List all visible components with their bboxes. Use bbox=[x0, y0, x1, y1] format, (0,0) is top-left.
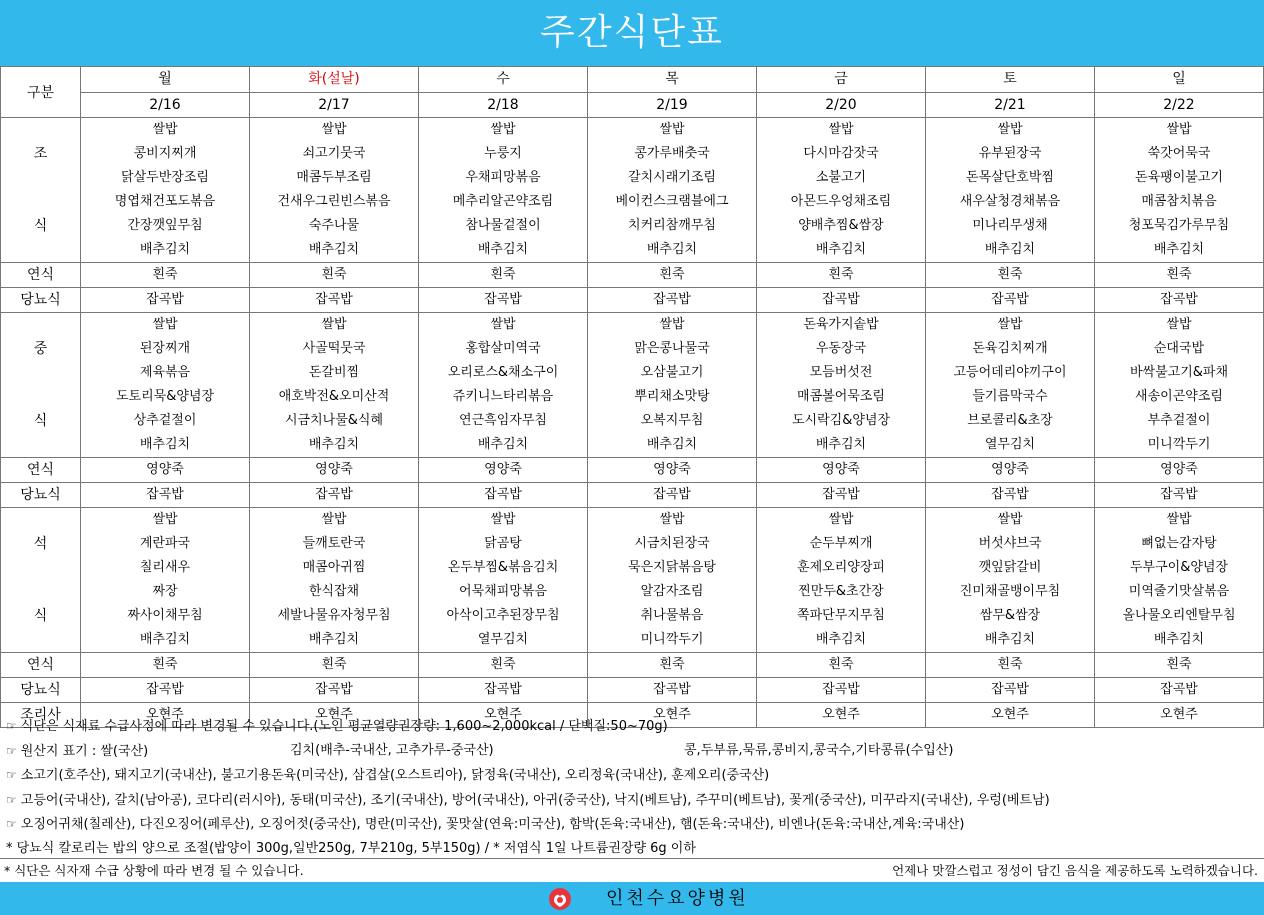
meal-label-top: 조 bbox=[33, 146, 48, 162]
menu-item: 제육볶음 bbox=[139, 365, 191, 380]
menu-item: 미니깍두기 bbox=[640, 632, 704, 647]
meal-label-top: 중 bbox=[33, 341, 48, 357]
soft-diet-cell: 흰죽 bbox=[250, 653, 419, 678]
diabetic-diet-cell: 잡곡밥 bbox=[250, 678, 419, 703]
menu-item: 미역줄기맛살볶음 bbox=[1128, 584, 1230, 599]
diabetic-diet-cell: 잡곡밥 bbox=[588, 288, 757, 313]
cook-cell: 오현주 bbox=[250, 703, 419, 728]
menu-item: 짜장 bbox=[152, 584, 178, 599]
soft-diet-cell: 영양죽 bbox=[588, 458, 757, 483]
menu-item: 쌀밥 bbox=[490, 317, 516, 332]
lunch-soft-row bbox=[1, 458, 1264, 483]
menu-cell bbox=[926, 313, 1095, 458]
page-title: 주간식단표 bbox=[0, 0, 1264, 66]
menu-item: 짜사이채무침 bbox=[127, 608, 203, 623]
menu-item: 쌀밥 bbox=[321, 122, 347, 137]
menu-item: 간장깻잎무침 bbox=[127, 218, 203, 233]
menu-item: 묵은지닭볶음탕 bbox=[628, 560, 716, 575]
note-change: ☞ 식단은 식재료 수급사정에 따라 변경될 수 있습니다.(노인 평균열량권장량: 1,600~2,000kcal / 단백질:50~70g) bbox=[0, 714, 1264, 739]
cook-cell: 오현주 bbox=[81, 703, 250, 728]
menu-item: 치커리참깨무침 bbox=[628, 218, 716, 233]
menu-item: 배추김치 bbox=[139, 632, 191, 647]
breakfast-soft-row bbox=[1, 263, 1264, 288]
diabetic-diet-cell: 잡곡밥 bbox=[1095, 483, 1264, 508]
menu-item: 새송이곤약조림 bbox=[1135, 389, 1223, 404]
soft-diet-label: 연식 bbox=[1, 458, 81, 483]
menu-item: 쌀밥 bbox=[659, 512, 685, 527]
meal-label-bottom: 식 bbox=[33, 218, 48, 234]
soft-diet-cell: 영양죽 bbox=[926, 458, 1095, 483]
meal-label-top: 석 bbox=[33, 536, 48, 552]
header-day-row bbox=[1, 67, 1264, 93]
menu-item: 쌀밥 bbox=[152, 317, 178, 332]
menu-item: 콩가루배춧국 bbox=[634, 146, 710, 161]
menu-item: 계란파국 bbox=[139, 536, 191, 551]
soft-diet-cell: 흰죽 bbox=[1095, 263, 1264, 288]
menu-cell bbox=[757, 118, 926, 263]
menu-item: 두부구이&양념장 bbox=[1129, 560, 1229, 575]
date-header: 2/21 bbox=[926, 93, 1095, 118]
menu-item: 명엽채건포도볶음 bbox=[114, 194, 216, 209]
diabetic-diet-label: 당뇨식 bbox=[1, 678, 81, 703]
menu-item: 쌀밥 bbox=[828, 122, 854, 137]
menu-item: 애호박전&오미산적 bbox=[278, 389, 390, 404]
menu-item: 매콤참치볶음 bbox=[1141, 194, 1217, 209]
menu-item: 시금치나물&식혜 bbox=[284, 413, 384, 428]
menu-item: 맑은콩나물국 bbox=[634, 341, 710, 356]
menu-cell bbox=[1095, 508, 1264, 653]
menu-item: 순대국밥 bbox=[1153, 341, 1205, 356]
menu-item: 아몬드우엉채조림 bbox=[790, 194, 892, 209]
menu-item: 버섯샤브국 bbox=[978, 536, 1042, 551]
diabetic-diet-cell: 잡곡밥 bbox=[419, 288, 588, 313]
menu-item: 열무김치 bbox=[984, 437, 1036, 452]
header-date-row bbox=[1, 93, 1264, 118]
menu-item: 쌈무&쌈장 bbox=[979, 608, 1041, 623]
breakfast-diabetic-row bbox=[1, 288, 1264, 313]
diabetic-diet-cell: 잡곡밥 bbox=[588, 678, 757, 703]
menu-cell bbox=[81, 508, 250, 653]
day-header: 월 bbox=[81, 67, 250, 93]
menu-item: 쇠고기뭇국 bbox=[302, 146, 366, 161]
breakfast-label bbox=[1, 118, 81, 263]
menu-item: 브로콜리&초장 bbox=[967, 413, 1053, 428]
soft-diet-cell: 흰죽 bbox=[250, 263, 419, 288]
lunch-label bbox=[1, 313, 81, 458]
menu-item: 뿌리채소맛탕 bbox=[634, 389, 710, 404]
menu-item: 배추김치 bbox=[477, 437, 529, 452]
menu-item: 우채피망볶음 bbox=[465, 170, 541, 185]
menu-item: 배추김치 bbox=[477, 242, 529, 257]
pointing-hand-icon: ☞ bbox=[6, 817, 17, 831]
day-header: 일 bbox=[1095, 67, 1264, 93]
day-header: 목 bbox=[588, 67, 757, 93]
menu-cell bbox=[926, 508, 1095, 653]
menu-item: 갈치시래기조림 bbox=[628, 170, 716, 185]
menu-cell bbox=[1095, 118, 1264, 263]
diabetic-diet-cell: 잡곡밥 bbox=[926, 678, 1095, 703]
menu-item: 깻잎닭갈비 bbox=[978, 560, 1042, 575]
diabetic-diet-cell: 잡곡밥 bbox=[926, 483, 1095, 508]
lunch-row bbox=[1, 313, 1264, 458]
soft-diet-cell: 흰죽 bbox=[588, 263, 757, 288]
dinner-label bbox=[1, 508, 81, 653]
menu-item: 누룽지 bbox=[484, 146, 522, 161]
menu-item: 청포묵김가루무침 bbox=[1128, 218, 1230, 233]
menu-item: 배추김치 bbox=[984, 242, 1036, 257]
pointing-hand-icon: ☞ bbox=[6, 768, 17, 782]
dinner-soft-row bbox=[1, 653, 1264, 678]
day-header: 금 bbox=[757, 67, 926, 93]
diabetic-diet-cell: 잡곡밥 bbox=[250, 483, 419, 508]
menu-item: 소불고기 bbox=[815, 170, 867, 185]
menu-item: 배추김치 bbox=[984, 632, 1036, 647]
menu-item: 쌀밥 bbox=[828, 512, 854, 527]
menu-cell bbox=[757, 313, 926, 458]
menu-item: 도토리묵&양념장 bbox=[115, 389, 215, 404]
soft-diet-cell: 흰죽 bbox=[757, 263, 926, 288]
menu-item: 배추김치 bbox=[646, 242, 698, 257]
menu-item: 다시마감잣국 bbox=[803, 146, 879, 161]
menu-item: 사골떡뭇국 bbox=[302, 341, 366, 356]
day-header: 수 bbox=[419, 67, 588, 93]
menu-item: 배추김치 bbox=[308, 437, 360, 452]
cook-cell: 오현주 bbox=[588, 703, 757, 728]
menu-item: 아삭이고추된장무침 bbox=[446, 608, 560, 623]
menu-item: 오삼불고기 bbox=[640, 365, 704, 380]
soft-diet-cell: 흰죽 bbox=[588, 653, 757, 678]
menu-item: 연근흑임자무침 bbox=[459, 413, 547, 428]
menu-cell bbox=[419, 118, 588, 263]
menu-item: 쌀밥 bbox=[1166, 512, 1192, 527]
menu-item: 어묵채피망볶음 bbox=[459, 584, 547, 599]
soft-diet-cell: 흰죽 bbox=[1095, 653, 1264, 678]
menu-item: 상추겉절이 bbox=[133, 413, 197, 428]
menu-item: 쪽파단무지무침 bbox=[797, 608, 885, 623]
menu-item: 오리로스&채소구이 bbox=[447, 365, 559, 380]
menu-item: 미나리무생채 bbox=[972, 218, 1048, 233]
soft-diet-cell: 흰죽 bbox=[81, 653, 250, 678]
menu-cell bbox=[419, 508, 588, 653]
menu-cell bbox=[250, 118, 419, 263]
menu-item: 홍합살미역국 bbox=[465, 341, 541, 356]
menu-item: 쌀밥 bbox=[1166, 317, 1192, 332]
menu-item: 도시락김&양념장 bbox=[791, 413, 891, 428]
menu-item: 세발나물유자청무침 bbox=[277, 608, 391, 623]
menu-cell bbox=[757, 508, 926, 653]
footer-notice bbox=[0, 858, 1264, 884]
menu-item: 온두부찜&볶음김치 bbox=[447, 560, 559, 575]
pointing-hand-icon: ☞ bbox=[6, 719, 17, 733]
menu-item: 한식잡채 bbox=[308, 584, 360, 599]
menu-cell bbox=[250, 508, 419, 653]
hospital-name: 인천수요양병원 bbox=[606, 888, 749, 909]
diabetic-diet-cell: 잡곡밥 bbox=[1095, 678, 1264, 703]
menu-item: 취나물볶음 bbox=[640, 608, 704, 623]
menu-item: 쌀밥 bbox=[321, 512, 347, 527]
diabetic-diet-cell: 잡곡밥 bbox=[757, 483, 926, 508]
menu-cell bbox=[81, 118, 250, 263]
soft-diet-label: 연식 bbox=[1, 263, 81, 288]
hospital-bar bbox=[0, 882, 1264, 915]
soft-diet-cell: 흰죽 bbox=[926, 263, 1095, 288]
menu-item: 순두부찌개 bbox=[809, 536, 873, 551]
menu-item: 배추김치 bbox=[308, 632, 360, 647]
menu-item: 진미채골뱅이무침 bbox=[959, 584, 1061, 599]
menu-item: 건새우그린빈스볶음 bbox=[277, 194, 391, 209]
pointing-hand-icon: ☞ bbox=[6, 743, 17, 758]
menu-item: 쥬키니느타리볶음 bbox=[452, 389, 554, 404]
menu-item: 배추김치 bbox=[139, 437, 191, 452]
menu-item: 미니깍두기 bbox=[1147, 437, 1211, 452]
date-header: 2/20 bbox=[757, 93, 926, 118]
soft-diet-label: 연식 bbox=[1, 653, 81, 678]
diabetic-diet-cell: 잡곡밥 bbox=[250, 288, 419, 313]
diabetic-diet-cell: 잡곡밥 bbox=[1095, 288, 1264, 313]
menu-item: 쌀밥 bbox=[659, 122, 685, 137]
diabetic-diet-cell: 잡곡밥 bbox=[419, 483, 588, 508]
menu-item: 콩비지찌개 bbox=[133, 146, 197, 161]
dinner-diabetic-row bbox=[1, 678, 1264, 703]
menu-item: 들깨토란국 bbox=[302, 536, 366, 551]
cook-cell: 오현주 bbox=[926, 703, 1095, 728]
menu-item: 배추김치 bbox=[1153, 242, 1205, 257]
date-header: 2/22 bbox=[1095, 93, 1264, 118]
soft-diet-cell: 영양죽 bbox=[1095, 458, 1264, 483]
day-header: 화(설날) bbox=[250, 67, 419, 93]
menu-item: 참나물겉절이 bbox=[465, 218, 541, 233]
menu-item: 열무김치 bbox=[477, 632, 529, 647]
diabetic-diet-cell: 잡곡밥 bbox=[419, 678, 588, 703]
soft-diet-cell: 흰죽 bbox=[419, 653, 588, 678]
menu-item: 숙주나물 bbox=[308, 218, 360, 233]
note-fish-origin: ☞ 고등어(국내산), 갈치(남아공), 코다리(러시아), 동태(미국산), 조기(국내산), 방어(국내산), 아귀(중국산), 낙지(베트남), 주꾸미(베트남), 꽃게(중국산), 미꾸라지(국내산), 우렁(베트남) bbox=[0, 788, 1264, 813]
menu-item: 시금치된장국 bbox=[634, 536, 710, 551]
diabetic-diet-label: 당뇨식 bbox=[1, 288, 81, 313]
lunch-diabetic-row bbox=[1, 483, 1264, 508]
menu-item: 알감자조림 bbox=[640, 584, 704, 599]
soft-diet-cell: 흰죽 bbox=[757, 653, 926, 678]
menu-cell bbox=[419, 313, 588, 458]
menu-cell bbox=[588, 508, 757, 653]
soft-diet-cell: 영양죽 bbox=[250, 458, 419, 483]
menu-cell bbox=[588, 313, 757, 458]
menu-item: 쌀밥 bbox=[321, 317, 347, 332]
menu-item: 돈육팽이불고기 bbox=[1135, 170, 1223, 185]
menu-item: 쌀밥 bbox=[152, 122, 178, 137]
menu-item: 쌀밥 bbox=[152, 512, 178, 527]
menu-item: 돈육가지솥밥 bbox=[803, 317, 879, 332]
diabetic-diet-cell: 잡곡밥 bbox=[81, 678, 250, 703]
note-origin: ☞ 원산지 표기 : 쌀(국산) 김치(배추-국내산, 고추가루-중국산) 콩,두부류,묵류,콩비지,콩국수,기타콩류(수입산) bbox=[0, 739, 1264, 764]
menu-item: 돈육김치찌개 bbox=[972, 341, 1048, 356]
menu-item: 쑥갓어묵국 bbox=[1147, 146, 1211, 161]
menu-item: 양배추찜&쌈장 bbox=[798, 218, 884, 233]
menu-item: 배추김치 bbox=[815, 437, 867, 452]
meal-label-bottom: 식 bbox=[33, 413, 48, 429]
menu-item: 매콤두부조림 bbox=[296, 170, 372, 185]
menu-cell bbox=[250, 313, 419, 458]
date-header: 2/19 bbox=[588, 93, 757, 118]
diabetic-diet-cell: 잡곡밥 bbox=[81, 483, 250, 508]
cook-label: 조리사 bbox=[1, 703, 81, 728]
menu-item: 쌀밥 bbox=[490, 512, 516, 527]
menu-item: 메추리알곤약조림 bbox=[452, 194, 554, 209]
date-header: 2/17 bbox=[250, 93, 419, 118]
menu-item: 들기름막국수 bbox=[972, 389, 1048, 404]
menu-item: 새우살청경채볶음 bbox=[959, 194, 1061, 209]
menu-item: 훈제오리양장피 bbox=[797, 560, 885, 575]
day-header: 토 bbox=[926, 67, 1095, 93]
meal-label-bottom: 식 bbox=[33, 608, 48, 624]
menu-item: 오복지무침 bbox=[640, 413, 704, 428]
cook-cell: 오현주 bbox=[757, 703, 926, 728]
date-header: 2/16 bbox=[81, 93, 250, 118]
soft-diet-cell: 흰죽 bbox=[81, 263, 250, 288]
menu-item: 쌀밥 bbox=[997, 512, 1023, 527]
pointing-hand-icon: ☞ bbox=[6, 792, 17, 807]
hospital-logo-icon bbox=[548, 887, 572, 911]
menu-cell bbox=[81, 313, 250, 458]
menu-item: 쌀밥 bbox=[1166, 122, 1192, 137]
note-meat-origin: ☞ 소고기(호주산), 돼지고기(국내산), 불고기용돈육(미국산), 삼겹살(오스트리아), 닭정육(국내산), 오리정육(국내산), 훈제오리(중국산) bbox=[0, 763, 1264, 788]
soft-diet-cell: 흰죽 bbox=[926, 653, 1095, 678]
menu-item: 칠리새우 bbox=[139, 560, 191, 575]
note-calorie: * 당뇨식 칼로리는 밥의 양으로 조절(밥양이 300g,일반250g, 7부210g, 5부150g) / * 저염식 1일 나트륨권장량 6g 이하 bbox=[6, 840, 696, 856]
menu-item: 배추김치 bbox=[1153, 632, 1205, 647]
dinner-row bbox=[1, 508, 1264, 653]
menu-item: 모듬버섯전 bbox=[809, 365, 873, 380]
soft-diet-cell: 흰죽 bbox=[419, 263, 588, 288]
menu-item: 매콤볼어묵조림 bbox=[797, 389, 885, 404]
menu-item: 닭살두반장조림 bbox=[121, 170, 209, 185]
menu-item: 유부된장국 bbox=[978, 146, 1042, 161]
cook-cell: 오현주 bbox=[419, 703, 588, 728]
diabetic-diet-cell: 잡곡밥 bbox=[926, 288, 1095, 313]
menu-item: 된장찌개 bbox=[139, 341, 191, 356]
menu-item: 매콤아귀찜 bbox=[302, 560, 366, 575]
menu-item: 배추김치 bbox=[646, 437, 698, 452]
menu-item: 배추김치 bbox=[308, 242, 360, 257]
menu-item: 쌀밥 bbox=[997, 122, 1023, 137]
menu-item: 돈목살단호박찜 bbox=[966, 170, 1054, 185]
menu-item: 배추김치 bbox=[815, 632, 867, 647]
diabetic-diet-cell: 잡곡밥 bbox=[588, 483, 757, 508]
category-header: 구분 bbox=[1, 67, 81, 118]
notes-section bbox=[0, 714, 1264, 861]
menu-cell bbox=[926, 118, 1095, 263]
breakfast-row bbox=[1, 118, 1264, 263]
menu-cell bbox=[588, 118, 757, 263]
menu-item: 배추김치 bbox=[139, 242, 191, 257]
menu-cell bbox=[1095, 313, 1264, 458]
menu-item: 쌀밥 bbox=[997, 317, 1023, 332]
menu-item: 베이컨스크램블에그 bbox=[615, 194, 729, 209]
cook-cell: 오현주 bbox=[1095, 703, 1264, 728]
menu-item: 부추겉절이 bbox=[1147, 413, 1211, 428]
soft-diet-cell: 영양죽 bbox=[757, 458, 926, 483]
menu-item: 쌀밥 bbox=[490, 122, 516, 137]
menu-item: 바싹불고기&파채 bbox=[1129, 365, 1229, 380]
menu-table bbox=[0, 66, 1264, 728]
menu-item: 닭곰탕 bbox=[484, 536, 522, 551]
soft-diet-cell: 영양죽 bbox=[419, 458, 588, 483]
date-header: 2/18 bbox=[419, 93, 588, 118]
menu-item: 돈갈비찜 bbox=[308, 365, 360, 380]
soft-diet-cell: 영양죽 bbox=[81, 458, 250, 483]
footer-right-text: 언제나 맛깔스럽고 정성이 담긴 음식을 제공하도록 노력하겠습니다. bbox=[892, 863, 1258, 878]
menu-item: 올나물오리엔탈무침 bbox=[1122, 608, 1236, 623]
menu-item: 배추김치 bbox=[815, 242, 867, 257]
menu-item: 우동장국 bbox=[815, 341, 867, 356]
menu-item: 뼈없는감자탕 bbox=[1141, 536, 1217, 551]
menu-item: 고등어데리야끼구이 bbox=[953, 365, 1067, 380]
diabetic-diet-cell: 잡곡밥 bbox=[757, 288, 926, 313]
menu-item: 쌀밥 bbox=[659, 317, 685, 332]
menu-item: 찐만두&초간장 bbox=[798, 584, 884, 599]
footer-left-text: * 식단은 식자재 수급 상황에 따라 변경 될 수 있습니다. bbox=[4, 863, 304, 878]
diabetic-diet-label: 당뇨식 bbox=[1, 483, 81, 508]
diabetic-diet-cell: 잡곡밥 bbox=[757, 678, 926, 703]
note-processed-origin: ☞ 오징어귀채(칠레산), 다진오징어(페루산), 오징어젓(중국산), 명란(미국산), 꽃맛살(연육:미국산), 함박(돈육:국내산), 햄(돈육:국내산), 비엔나(돈육:국내산,계육:국내산) bbox=[0, 812, 1264, 837]
diabetic-diet-cell: 잡곡밥 bbox=[81, 288, 250, 313]
